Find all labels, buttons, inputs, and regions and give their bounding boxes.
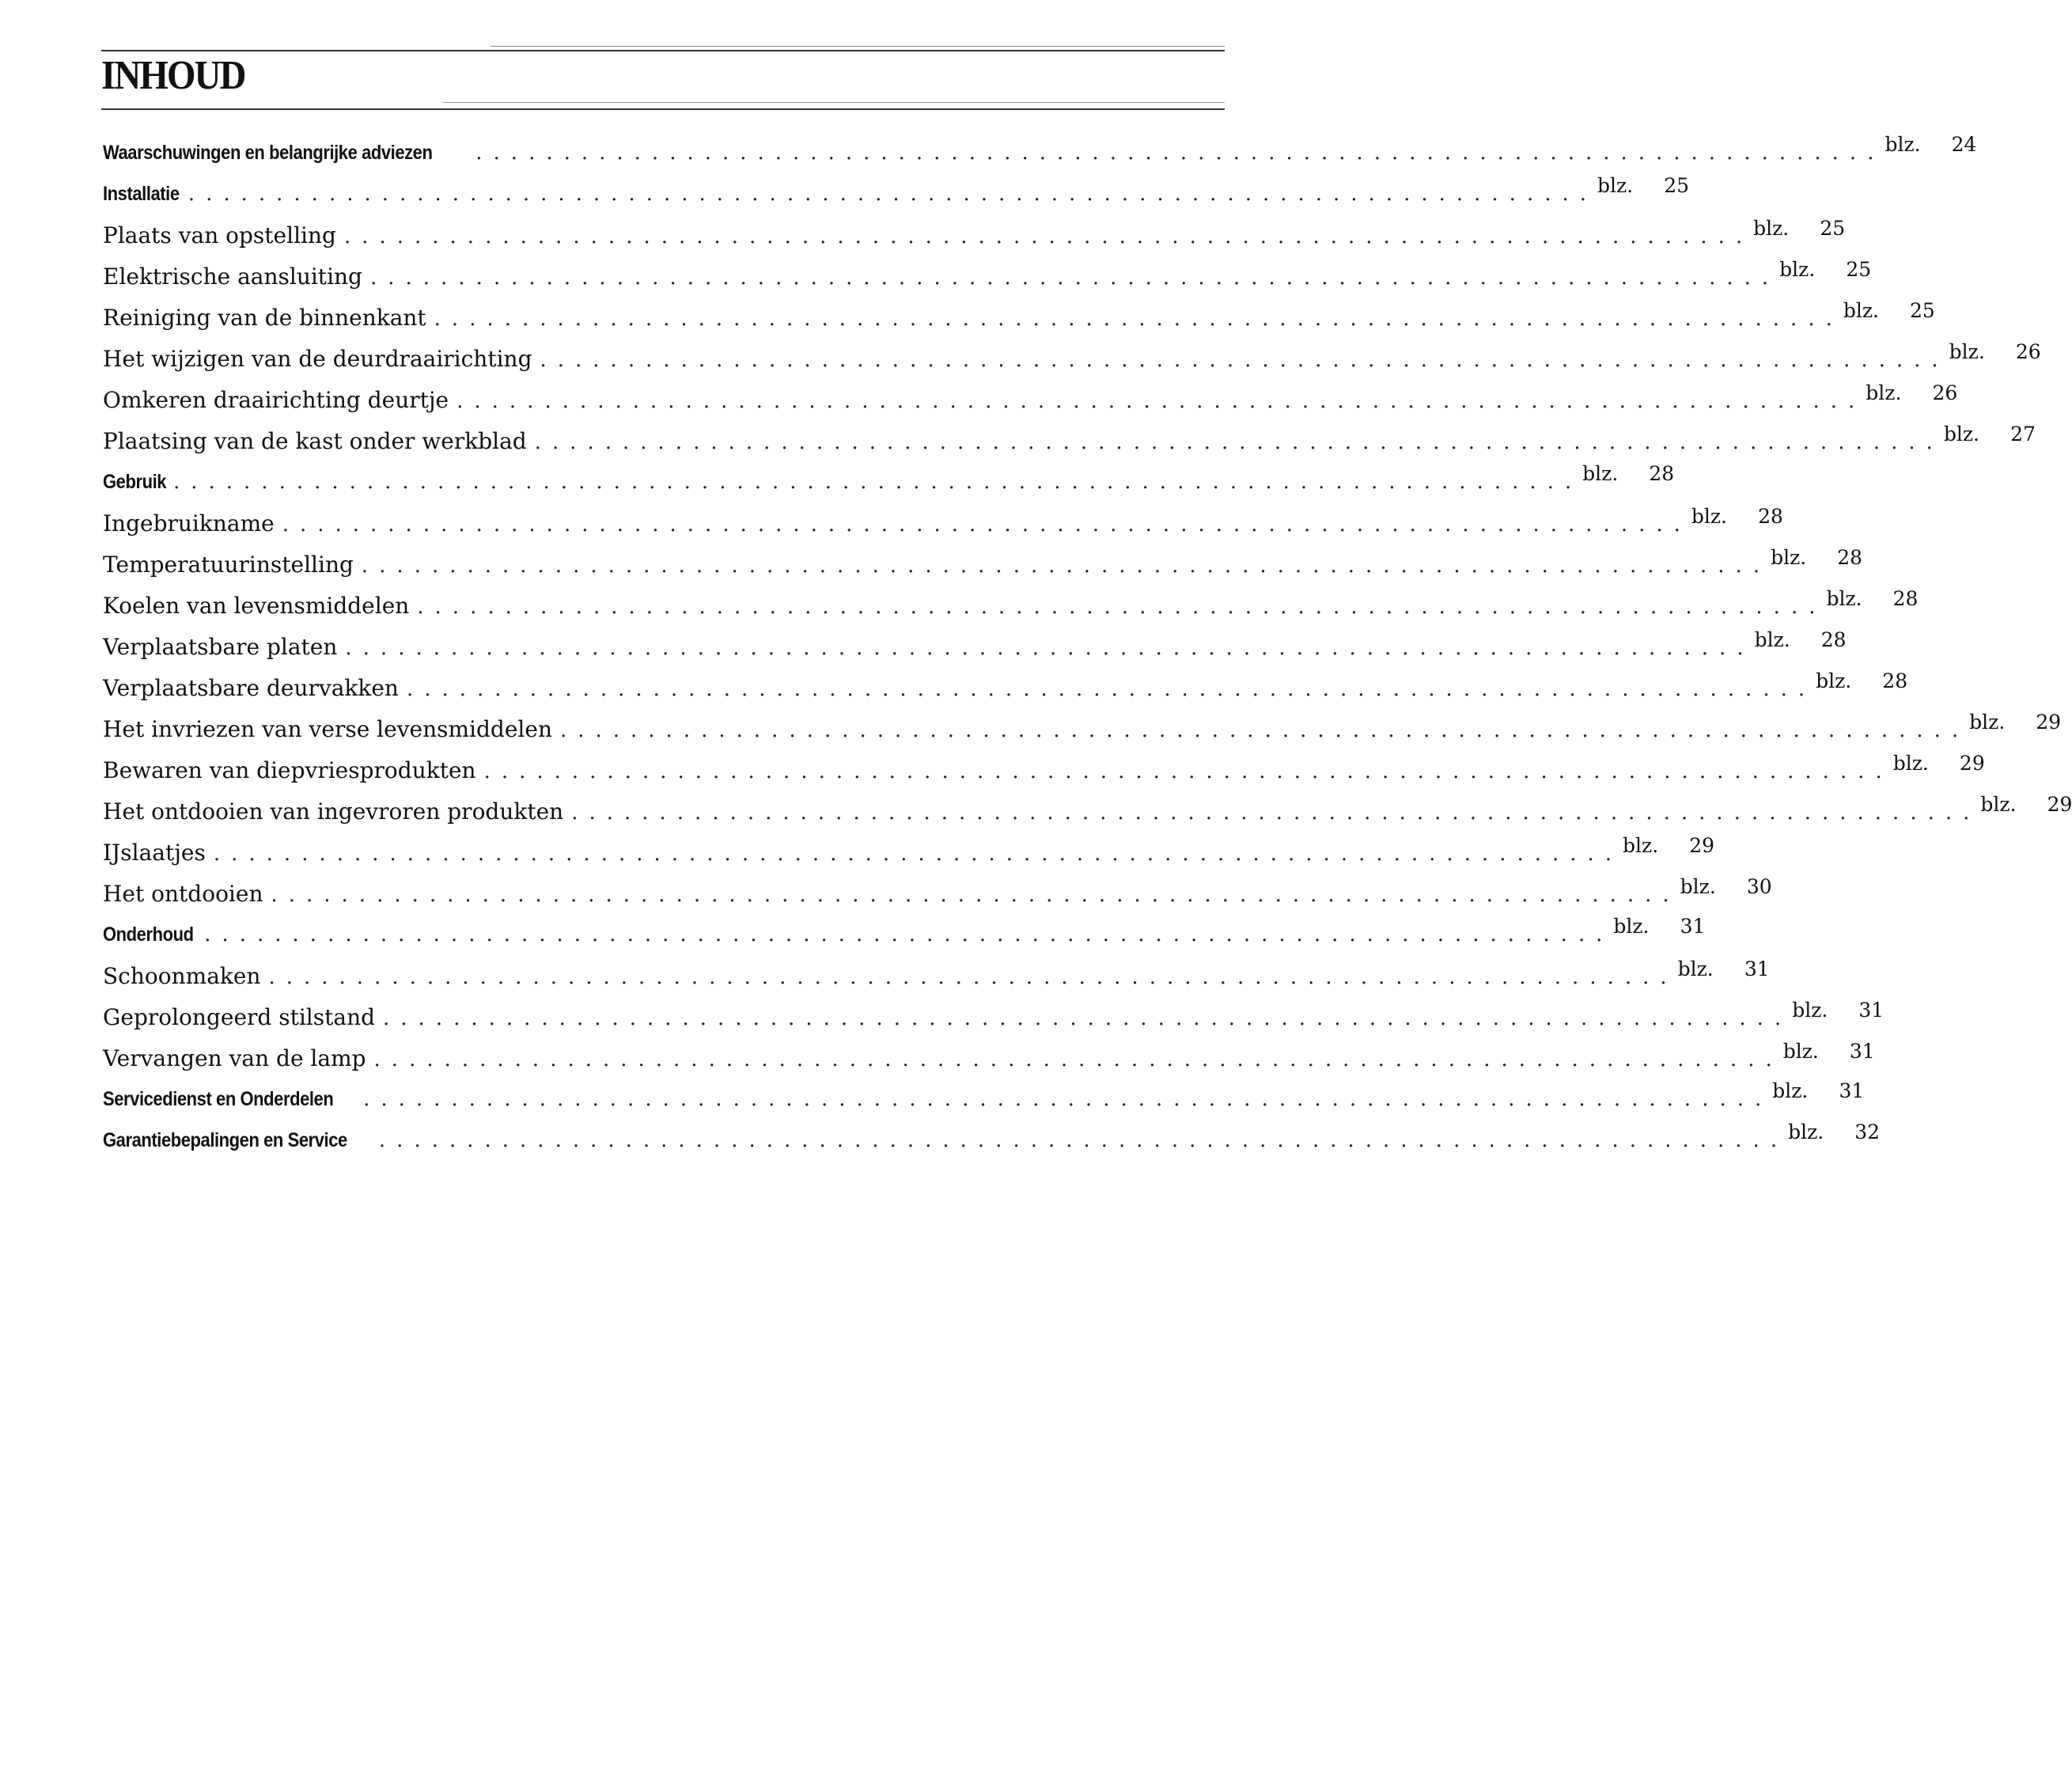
toc-page-prefix: blz. [1754, 628, 1790, 651]
toc-section-entry [103, 1120, 1881, 1171]
toc-page-prefix: blz. [1816, 669, 1852, 692]
toc-entry [103, 669, 1908, 719]
toc-page-prefix: blz. [1623, 834, 1659, 857]
toc-page-prefix: blz. [1943, 423, 1979, 446]
toc-page-number: 28 [1882, 669, 1908, 692]
toc-dot-leader: ................................................................................ [213, 842, 1623, 866]
toc-section-entry [103, 462, 1675, 513]
toc-entry [103, 217, 1846, 266]
toc-entry-label: IJslaatjes [103, 840, 206, 866]
table-of-contents [103, 133, 2072, 1171]
toc-page-prefix: blz. [1826, 587, 1862, 610]
toc-section-entry [103, 915, 1706, 965]
toc-entry-label: Ingebruikname [103, 510, 275, 537]
toc-page-number: 28 [1649, 462, 1675, 485]
toc-dot-leader: ................................................................................ [475, 141, 1885, 165]
toc-entry [103, 1040, 1875, 1089]
toc-dot-leader: ................................................................................ [343, 225, 1754, 248]
toc-page-prefix: blz. [1677, 957, 1714, 980]
toc-page-prefix: blz. [1613, 915, 1650, 938]
toc-entry [103, 999, 1884, 1048]
toc-entry-label: Bewaren van diepvriesprodukten [103, 757, 476, 783]
toc-entry-label: Geprolongeerd stilstand [103, 1004, 376, 1030]
toc-page-prefix: blz. [1782, 1040, 1819, 1063]
toc-page-number: 32 [1854, 1120, 1881, 1143]
toc-entry [103, 587, 1919, 636]
toc-dot-leader: ................................................................................ [188, 182, 1597, 206]
toc-page-number: 31 [1680, 915, 1706, 938]
toc-entry-label: Koelen van levensmiddelen [103, 593, 410, 619]
toc-page-number: 29 [1689, 834, 1715, 857]
toc-dot-leader: ................................................................................ [534, 430, 1944, 454]
toc-entry [103, 546, 1863, 595]
toc-page-prefix: blz. [1691, 505, 1727, 528]
toc-dot-leader: ................................................................................ [540, 348, 1949, 372]
toc-page-prefix: blz. [1597, 174, 1634, 197]
header-bottom-thin-rule [443, 102, 1225, 103]
toc-page-number: 26 [1932, 381, 1958, 404]
toc-entry-label: Verplaatsbare deurvakken [103, 675, 399, 701]
toc-dot-leader: ................................................................................ [363, 1087, 1773, 1111]
toc-dot-leader: ................................................................................ [417, 595, 1827, 619]
toc-page-prefix: blz. [1843, 299, 1879, 322]
toc-page-prefix: blz. [1980, 793, 2017, 816]
toc-entry-label: Het wijzigen van de deurdraairichting [103, 346, 532, 372]
toc-page-prefix: blz. [1772, 1079, 1809, 1102]
toc-entry [103, 340, 2041, 389]
toc-entry-label: Reiniging van de binnenkant [103, 305, 426, 331]
toc-page-number: 31 [1744, 957, 1770, 980]
toc-page-number: 24 [1951, 133, 1977, 156]
toc-page-number: 31 [1839, 1079, 1865, 1102]
toc-page-prefix: blz. [1949, 340, 1985, 363]
toc-dot-leader: ................................................................................ [345, 636, 1755, 660]
toc-section-entry [103, 133, 1977, 184]
header-bottom-rule [101, 108, 1225, 110]
toc-dot-leader: ................................................................................ [282, 513, 1691, 537]
toc-dot-leader: ................................................................................ [483, 760, 1893, 783]
toc-dot-leader: ................................................................................ [369, 266, 1780, 290]
toc-dot-leader: ................................................................................ [378, 1128, 1789, 1152]
toc-entry [103, 299, 1935, 348]
toc-dot-leader: ................................................................................ [571, 801, 1981, 825]
toc-entry-label: Omkeren draairichting deurtje [103, 387, 449, 413]
toc-dot-leader: ................................................................................ [456, 389, 1866, 413]
toc-entry [103, 258, 1872, 307]
toc-page-number: 31 [1849, 1040, 1875, 1063]
toc-entry [103, 711, 2062, 760]
toc-entry-label: Onderhoud [103, 923, 194, 946]
toc-page-number: 25 [1820, 217, 1846, 240]
toc-page-number: 25 [1846, 258, 1872, 281]
toc-entry [103, 793, 2072, 842]
toc-dot-leader: ................................................................................ [383, 1007, 1793, 1030]
toc-dot-leader: ................................................................................ [559, 719, 1970, 742]
toc-page-prefix: blz. [1884, 133, 1921, 156]
toc-page-number: 25 [1664, 174, 1689, 197]
toc-page-prefix: blz. [1788, 1120, 1824, 1143]
toc-entry-label: Schoonmaken [103, 963, 261, 989]
toc-page-number: 25 [1910, 299, 1935, 322]
toc-page-prefix: blz. [1969, 711, 2006, 734]
toc-page-number: 27 [2010, 423, 2036, 446]
toc-page-number: 28 [1892, 587, 1919, 610]
toc-section-entry [103, 174, 1689, 225]
toc-entry [103, 834, 1715, 883]
toc-page-number: 29 [2036, 711, 2062, 734]
toc-page-prefix: blz. [1779, 258, 1816, 281]
toc-entry-label: Installatie [103, 183, 180, 205]
toc-dot-leader: ................................................................................ [361, 554, 1771, 578]
toc-entry-label: Plaatsing van de kast onder werkblad [103, 428, 527, 454]
toc-entry-label: Het invriezen van verse levensmiddelen [103, 716, 552, 742]
toc-page-number: 29 [2047, 793, 2072, 816]
toc-entry [103, 875, 1772, 924]
toc-entry-label: Gebruik [103, 471, 167, 493]
toc-page-prefix: blz. [1866, 381, 1902, 404]
toc-dot-leader: ................................................................................ [268, 965, 1678, 989]
toc-page-prefix: blz. [1792, 999, 1828, 1022]
toc-entry-label: Waarschuwingen en belangrijke adviezen [103, 142, 433, 164]
toc-dot-leader: ................................................................................ [373, 1048, 1783, 1071]
toc-section-entry [103, 1079, 1865, 1130]
toc-page-number: 31 [1858, 999, 1884, 1022]
toc-page-prefix: blz. [1753, 217, 1790, 240]
toc-entry [103, 381, 1958, 430]
toc-entry-label: Servicedienst en Onderdelen [103, 1088, 334, 1110]
toc-entry [103, 957, 1770, 1007]
toc-entry [103, 423, 2036, 472]
toc-dot-leader: ................................................................................ [406, 677, 1816, 701]
toc-entry-label: Elektrische aansluiting [103, 264, 362, 290]
toc-page-number: 28 [1820, 628, 1847, 651]
toc-entry-label: Vervangen van de lamp [103, 1045, 366, 1071]
toc-page-number: 29 [1959, 752, 1985, 775]
toc-page-prefix: blz. [1892, 752, 1929, 775]
toc-entry-label: Plaats van opstelling [103, 222, 336, 248]
toc-entry-label: Garantiebepalingen en Service [103, 1129, 347, 1151]
toc-page-prefix: blz. [1771, 546, 1807, 569]
toc-dot-leader: ................................................................................ [271, 883, 1680, 907]
header-top-thin-rule [491, 46, 1225, 47]
toc-page-prefix: blz. [1582, 462, 1619, 485]
toc-entry-label: Het ontdooien van ingevroren produkten [103, 798, 564, 825]
toc-dot-leader: ................................................................................ [434, 307, 1843, 331]
toc-entry-label: Verplaatsbare platen [103, 634, 338, 660]
toc-entry [103, 505, 1783, 554]
toc-entry [103, 752, 1985, 801]
toc-entry-label: Het ontdooien [103, 881, 263, 907]
toc-dot-leader: ................................................................................ [172, 470, 1583, 494]
header-top-rule [101, 50, 1225, 51]
toc-dot-leader: ................................................................................ [204, 923, 1614, 946]
toc-entry-label: Temperatuurinstelling [103, 552, 354, 578]
toc-page-number: 26 [2015, 340, 2041, 363]
page-title: INHOUD [101, 53, 245, 98]
toc-page-number: 28 [1758, 505, 1783, 528]
toc-entry [103, 628, 1847, 677]
toc-page-number: 30 [1746, 875, 1772, 898]
toc-page-number: 28 [1837, 546, 1863, 569]
toc-page-prefix: blz. [1680, 875, 1716, 898]
